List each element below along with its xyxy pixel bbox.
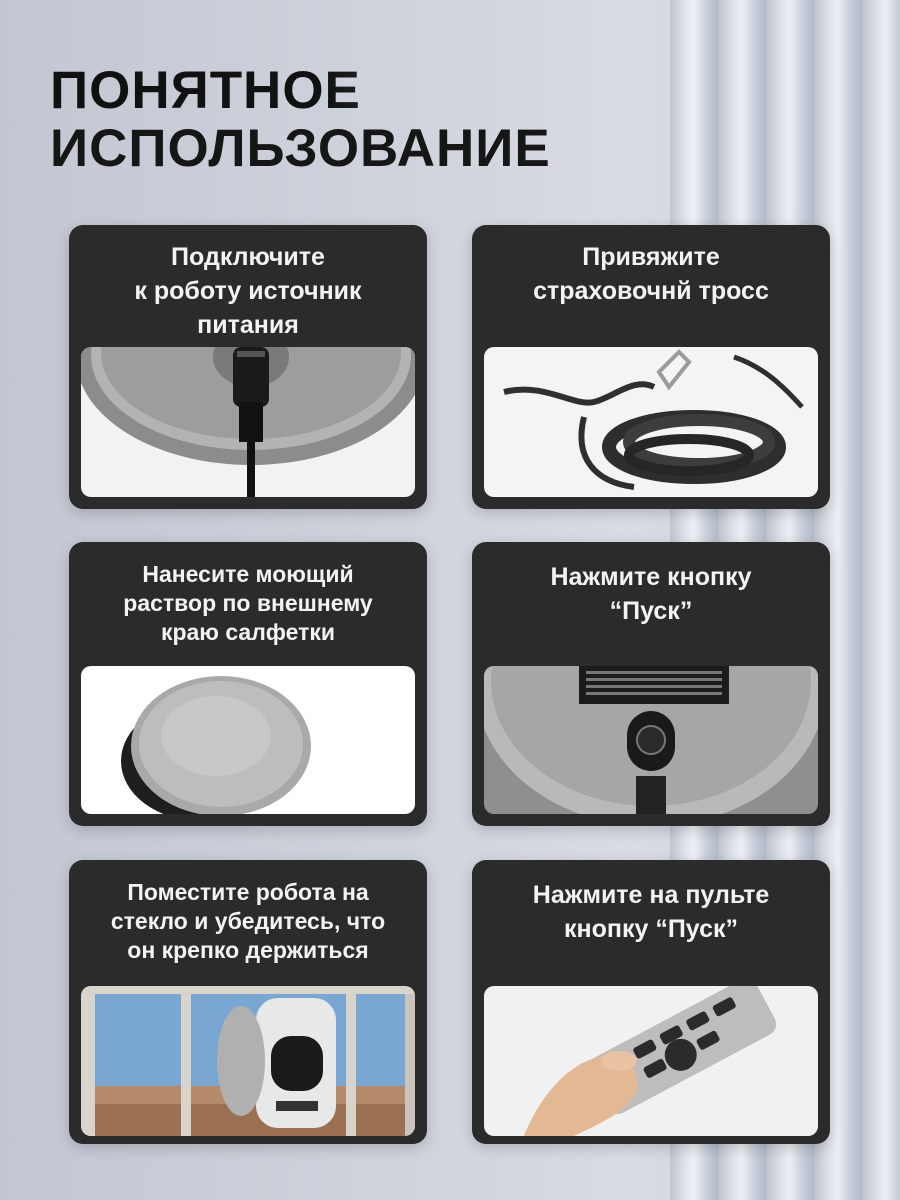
power-connector-photo (81, 347, 415, 497)
page-title (50, 62, 551, 178)
title-line-2: ИСПОЛЬЗОВАНИЕ (50, 119, 551, 178)
step-title: Нажмите на пульте кнопку “Пуск” (532, 881, 770, 943)
start-button-photo (484, 666, 818, 814)
step-card-remote (472, 860, 830, 1144)
step-title: Привяжите страховочнй тросс (533, 243, 769, 305)
step-card-place-robot (69, 860, 427, 1144)
step-card-cleaning-pad (69, 542, 427, 826)
robot-on-window-photo (81, 986, 415, 1136)
step-title: Нанесите моющий раствор по внешнему краю салфетки (123, 561, 373, 645)
step-title: Подключите к роботу источник питания (134, 243, 362, 339)
remote-control-photo (484, 986, 818, 1136)
step-card-rope (472, 225, 830, 509)
safety-rope-photo (484, 347, 818, 497)
cleaning-pad-photo (81, 666, 415, 814)
title-line-1: ПОНЯТНОЕ (50, 62, 551, 120)
step-card-power (69, 225, 427, 509)
step-title: Нажмите кнопку “Пуск” (550, 563, 752, 625)
step-card-start-button (472, 542, 830, 826)
step-title: Поместите робота на стекло и убедитесь, что он крепко держиться (110, 879, 386, 963)
